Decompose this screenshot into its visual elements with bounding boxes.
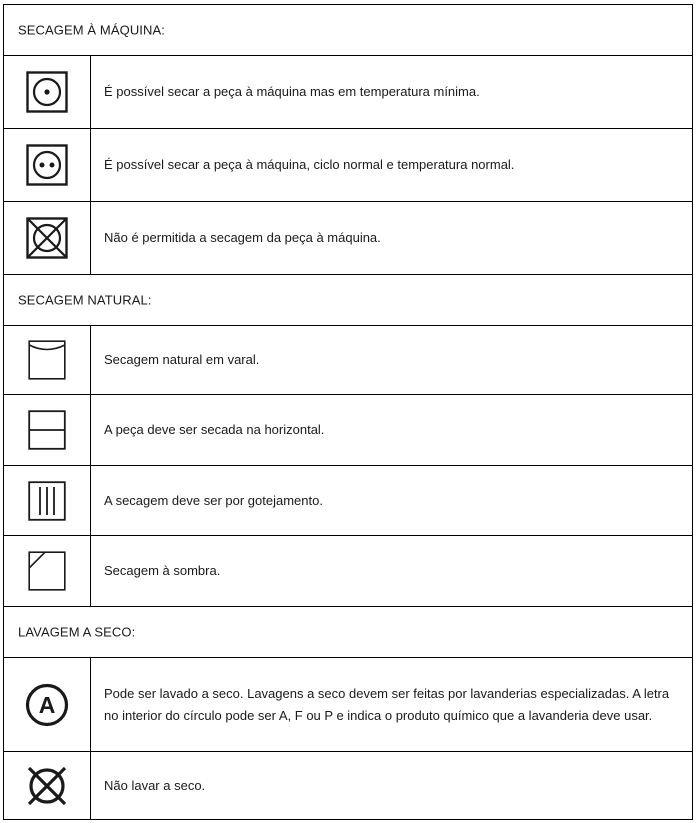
- drip-dry-icon: [28, 481, 66, 521]
- table-row: [3, 751, 693, 819]
- icon-cell: [4, 466, 91, 535]
- tumble-dry-normal-icon: [26, 144, 68, 186]
- section-title: SECAGEM À MÁQUINA:: [18, 22, 165, 38]
- section-header-machine-drying: [3, 4, 693, 55]
- row-description: Não é permitida a secagem da peça à máquina.: [104, 230, 381, 245]
- section-header-dry-cleaning: [3, 606, 693, 657]
- table-row: [3, 657, 693, 751]
- dry-clean-a-icon: [25, 683, 69, 727]
- icon-cell: [4, 658, 91, 751]
- icon-cell: [4, 56, 91, 128]
- dry-in-shade-icon: [28, 551, 66, 591]
- icon-cell: [4, 202, 91, 274]
- table-row: [3, 465, 693, 535]
- tumble-dry-low-icon: [26, 71, 68, 113]
- table-row: [3, 128, 693, 201]
- icon-cell: [4, 129, 91, 201]
- table-row: [3, 394, 693, 465]
- section-header-natural-drying: [3, 274, 693, 325]
- row-description: É possível secar a peça à máquina, ciclo normal e temperatura normal.: [104, 157, 515, 172]
- row-description: A peça deve ser secada na horizontal.: [104, 422, 325, 437]
- table-bottom-border: [3, 819, 693, 820]
- row-description: Não lavar a seco.: [104, 777, 206, 793]
- table-row: [3, 55, 693, 128]
- row-description: É possível secar a peça à máquina mas em temperatura mínima.: [104, 84, 480, 99]
- row-description: A secagem deve ser por gotejamento.: [104, 492, 323, 508]
- table-row: [3, 325, 693, 394]
- dry-flat-icon: [28, 410, 66, 450]
- icon-cell: [4, 395, 91, 465]
- row-description: Pode ser lavado a seco. Lavagens a seco devem ser feitas por lavanderias especializadas. A letra no interior do círculo pode ser A, F ou P e indica o produto químico que a lavanderia deve usar.: [104, 685, 670, 723]
- section-title: LAVAGEM A SECO:: [18, 624, 136, 640]
- row-description: Secagem à sombra.: [104, 563, 221, 578]
- dry-clean-letter: A: [38, 691, 56, 718]
- section-title: SECAGEM NATURAL:: [18, 292, 152, 308]
- icon-cell: [4, 536, 91, 606]
- icon-cell: [4, 752, 91, 819]
- table-row: [3, 535, 693, 606]
- line-dry-icon: [28, 340, 66, 380]
- do-not-tumble-dry-icon: [26, 217, 68, 259]
- icon-cell: [4, 326, 91, 394]
- do-not-dry-clean-icon: [25, 764, 69, 808]
- table-row: [3, 201, 693, 274]
- row-description: Secagem natural em varal.: [104, 352, 260, 367]
